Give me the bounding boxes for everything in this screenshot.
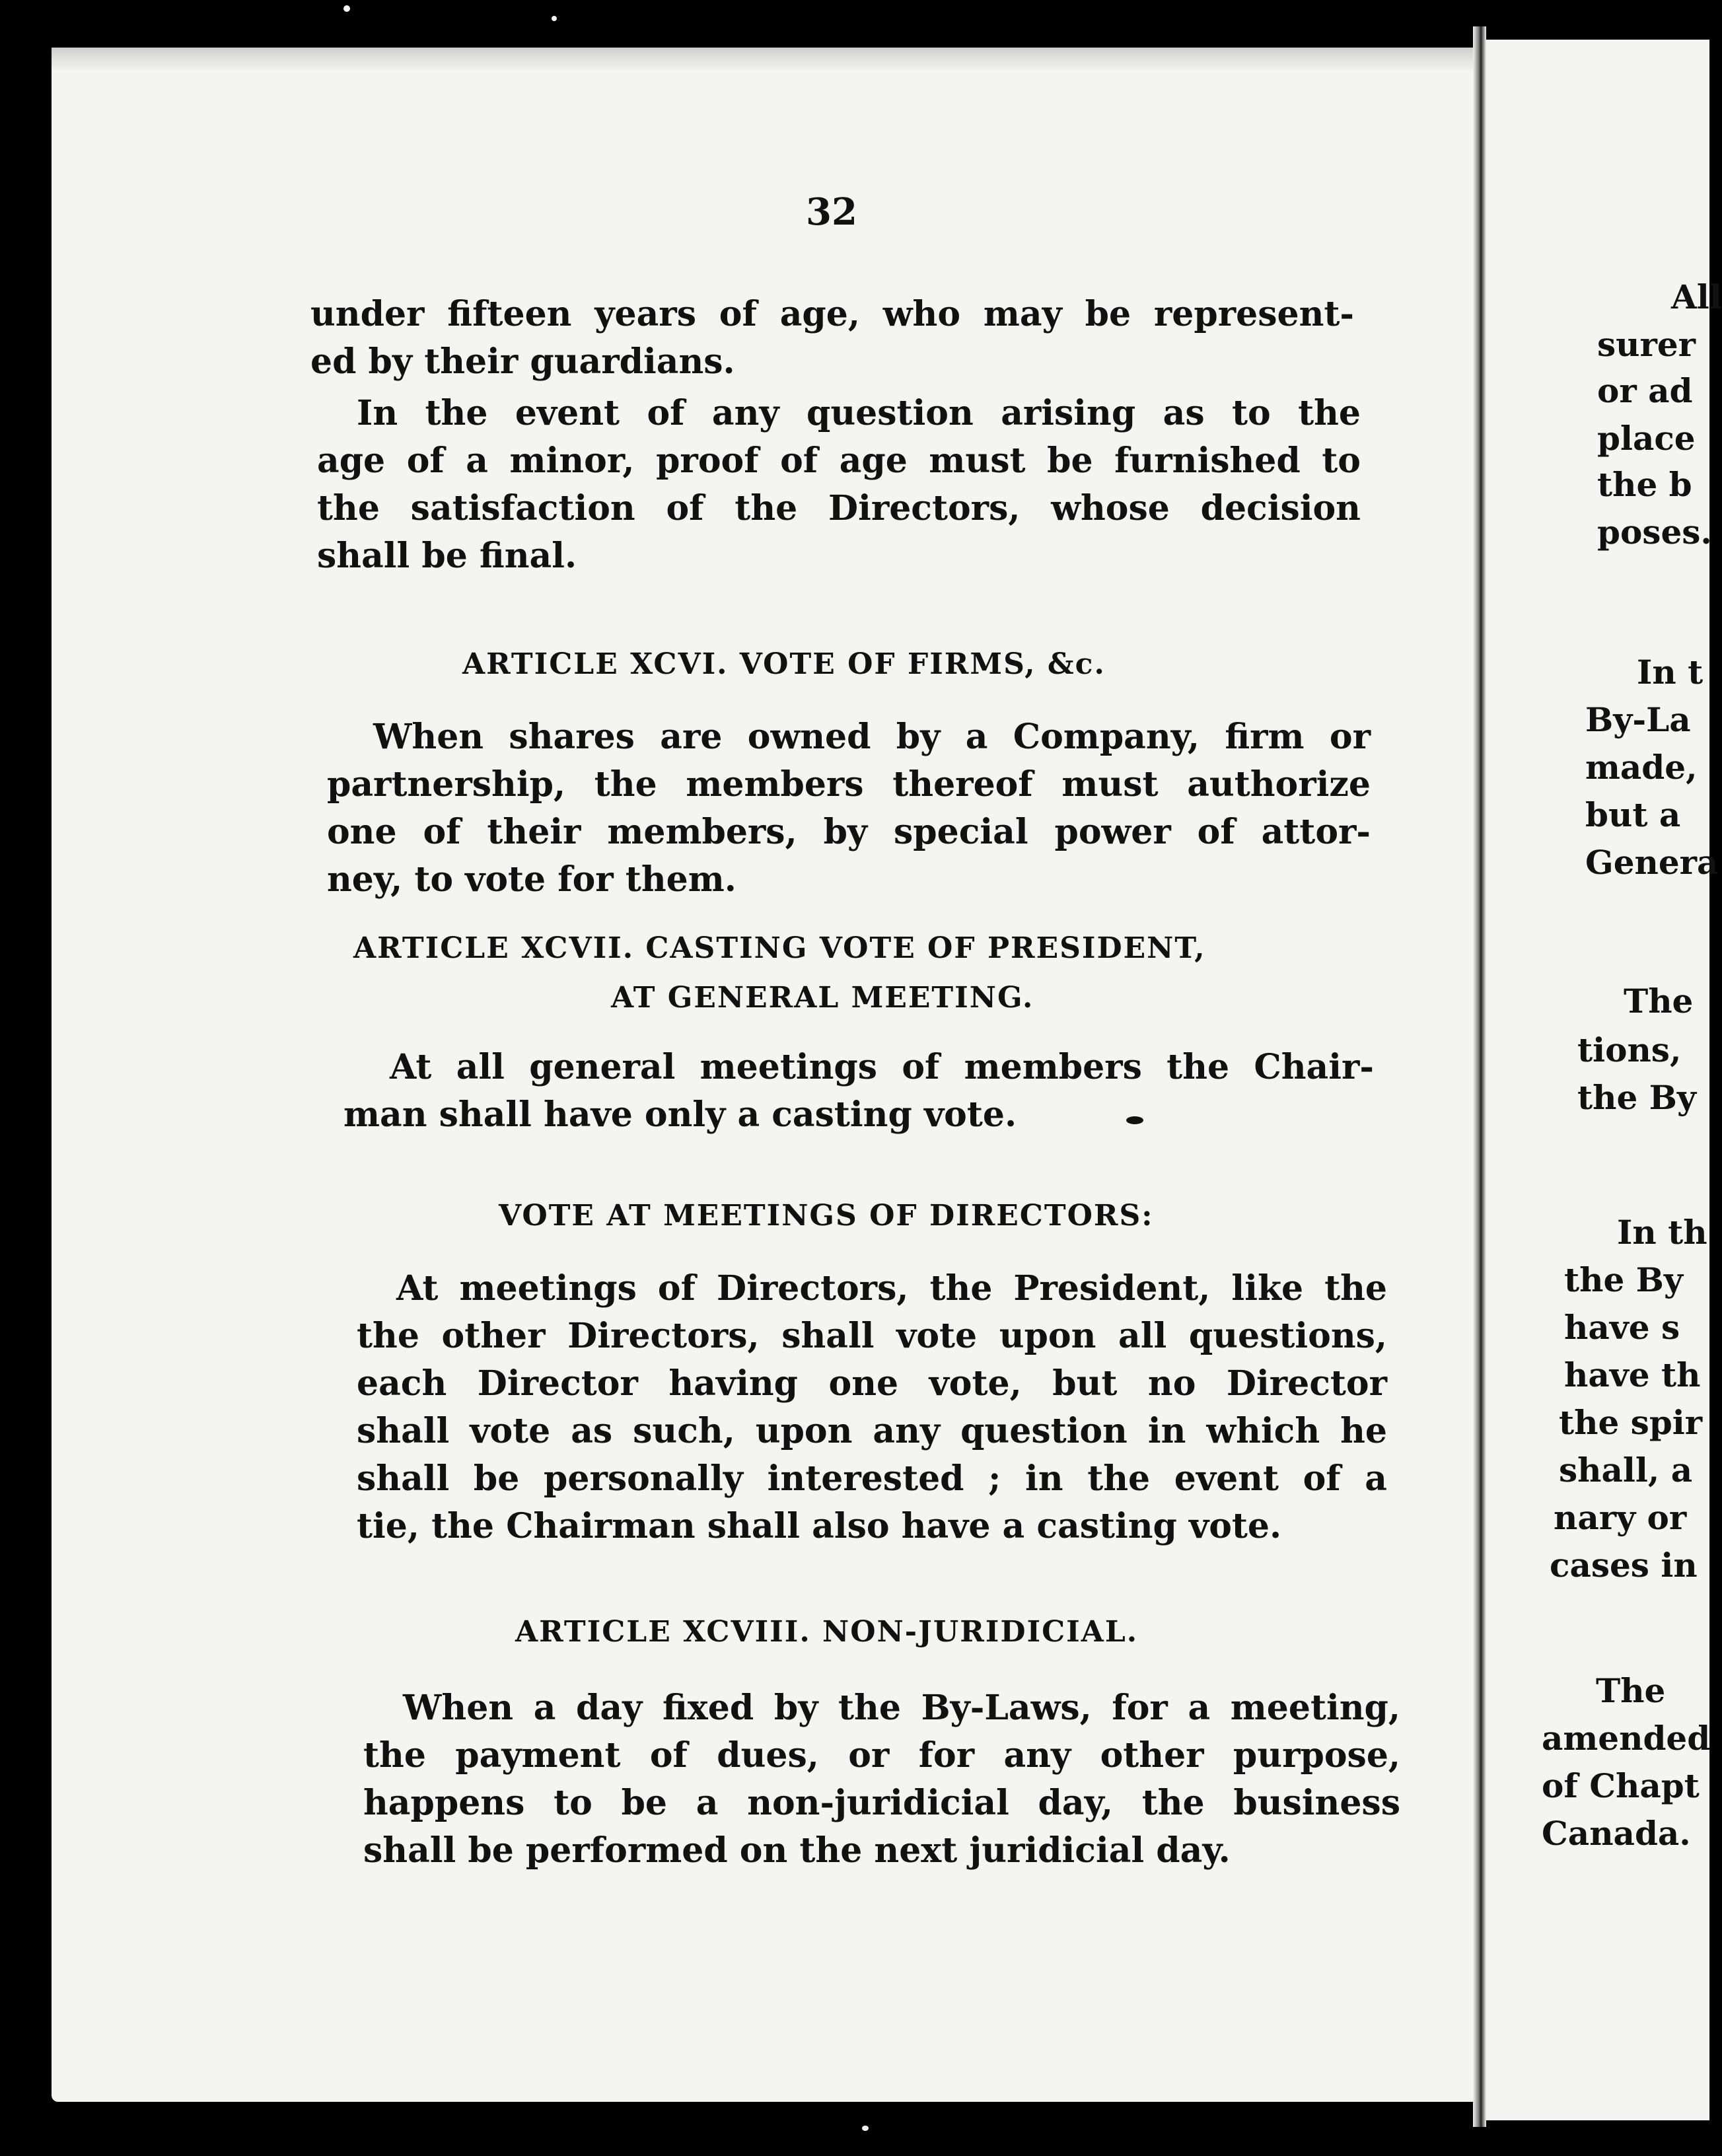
directors-vote-heading: VOTE AT MEETINGS OF DIRECTORS: xyxy=(499,1199,1154,1233)
right-page-line: Canada. xyxy=(1542,1814,1691,1853)
ink-speck xyxy=(1126,1116,1143,1124)
right-page-line: In t xyxy=(1637,653,1704,692)
text-line: At meetings of Directors, the President, like the xyxy=(396,1268,1387,1309)
right-page-line: the By xyxy=(1564,1260,1683,1299)
paragraph-minors xyxy=(310,291,1354,386)
article-xcviii-heading: ARTICLE XCVIII. NON-JURIDICIAL. xyxy=(515,1615,1139,1649)
scan-speck xyxy=(862,2126,869,2131)
right-page-line: All xyxy=(1671,277,1722,316)
right-page-line: but a xyxy=(1585,795,1681,834)
right-page-line: By-La xyxy=(1585,700,1691,739)
article-xcvi-text xyxy=(327,713,1371,904)
right-page-line: nary or xyxy=(1554,1498,1687,1537)
scan-speck xyxy=(552,16,557,21)
right-page-line: the By xyxy=(1577,1078,1696,1117)
article-xcvii-heading: ARTICLE XCVII. CASTING VOTE OF PRESIDENT, xyxy=(353,931,1206,965)
right-page-line: amended xyxy=(1542,1719,1711,1758)
right-page-line: In th xyxy=(1617,1213,1707,1252)
text-line: happens to be a non-juridicial day, the business xyxy=(363,1783,1400,1823)
directors-vote-text xyxy=(357,1265,1387,1550)
right-page-line: poses. xyxy=(1597,513,1712,552)
text-line: the other Directors, shall vote upon all questions, xyxy=(357,1316,1387,1356)
right-page-line: made, xyxy=(1585,748,1698,787)
text-line: the payment of dues, or for any other purpose, xyxy=(363,1735,1400,1776)
right-page-line: The xyxy=(1624,982,1694,1021)
article-xcvi-heading: ARTICLE XCVI. VOTE OF FIRMS, &c. xyxy=(462,647,1106,681)
article-xcviii-text xyxy=(363,1684,1400,1875)
right-page-line: of Chapt xyxy=(1542,1766,1700,1805)
right-page-line: cases in xyxy=(1550,1546,1698,1585)
right-page-line: place xyxy=(1597,419,1696,458)
text-line: man shall have only a casting vote. xyxy=(343,1095,1017,1135)
text-line: the satisfaction of the Directors, whose decision xyxy=(317,488,1361,528)
article-xcvii-text xyxy=(343,1044,1374,1139)
text-line: shall vote as such, upon any question in which he xyxy=(357,1411,1387,1451)
text-line: each Director having one vote, but no Director xyxy=(357,1363,1387,1404)
text-line: one of their members, by special power of attor- xyxy=(327,812,1371,852)
text-line: shall be performed on the next juridicial day. xyxy=(363,1830,1231,1871)
text-line: When a day fixed by the By-Laws, for a meeting, xyxy=(403,1688,1400,1728)
right-page-line: surer xyxy=(1597,325,1696,364)
text-line: ney, to vote for them. xyxy=(327,859,736,900)
scan-speck xyxy=(343,5,350,12)
book-gutter xyxy=(1473,26,1486,2127)
right-page-line: the spir xyxy=(1559,1403,1703,1442)
article-xcvii-heading-line2: AT GENERAL MEETING. xyxy=(611,981,1034,1015)
right-page-line: tions, xyxy=(1577,1030,1682,1069)
page-number: 32 xyxy=(806,190,857,234)
paragraph-proof-of-age xyxy=(317,390,1361,580)
text-line: shall be final. xyxy=(317,536,577,576)
text-line: tie, the Chairman shall also have a casting vote. xyxy=(357,1506,1282,1546)
text-line: In the event of any question arising as to the xyxy=(357,393,1361,433)
text-line: When shares are owned by a Company, firm or xyxy=(373,717,1371,757)
text-line: under fifteen years of age, who may be represent- xyxy=(310,294,1354,334)
right-page-line: or ad xyxy=(1597,371,1693,410)
scan-speck xyxy=(159,1982,164,1987)
right-page-line: have th xyxy=(1564,1355,1701,1394)
right-page-line: the b xyxy=(1597,465,1692,504)
page-top-shadow xyxy=(52,48,1491,71)
text-line: age of a minor, proof of age must be furnished to xyxy=(317,441,1361,481)
text-line: partnership, the members thereof must authorize xyxy=(327,764,1371,805)
right-page-line: The xyxy=(1596,1671,1666,1710)
text-line: shall be personally interested ; in the event of a xyxy=(357,1458,1387,1499)
right-page-line: shall, a xyxy=(1559,1451,1693,1490)
text-line: At all general meetings of members the Chair- xyxy=(390,1047,1374,1087)
right-page-line: have s xyxy=(1564,1308,1680,1347)
text-line: ed by their guardians. xyxy=(310,341,735,382)
right-page-line: Genera xyxy=(1585,843,1719,882)
